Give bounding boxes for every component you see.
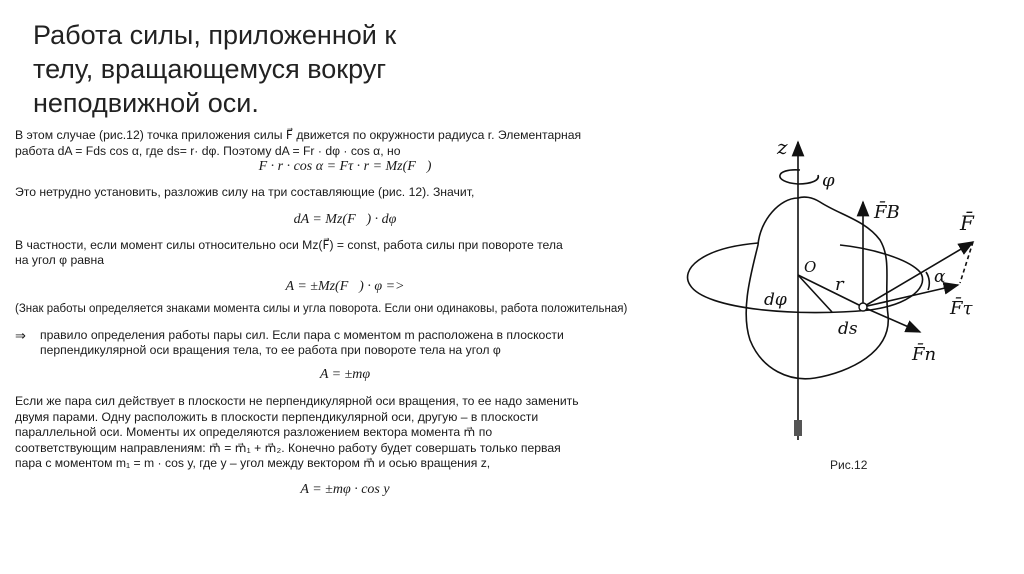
paragraph-4-line-3: параллельной оси. Моменты их определяются разложением вектора момента m⃗ по — [15, 425, 493, 439]
implies-arrow-icon: ⇒ — [15, 327, 26, 343]
dphi-line — [798, 275, 832, 312]
paragraph-4-line-5: пара с моментом m₁ = m · cos y, где y – угол между вектором m⃗ и осью вращения z, — [15, 456, 491, 470]
rotating-body-diagram — [680, 120, 1000, 450]
paragraph-4-line-2: двумя парами. Одну расположить в плоскости перпендикулярной оси, другую – в плоскости — [15, 409, 539, 424]
label-fb: F̄B — [874, 202, 900, 223]
paragraph-2: Это нетрудно установить, разложив силу на три составляющие (рис. 12). Значит, — [15, 184, 475, 199]
slide-body — [15, 128, 675, 497]
force-ftau-arrow — [863, 285, 958, 307]
bullet-line-1: правило определения работы пары сил. Если пара с моментом m расположена в плоскости — [40, 327, 564, 342]
paragraph-3-line-2: на угол φ равна — [15, 253, 105, 267]
slide-title: Работа силы, приложенной к телу, вращающемуся вокруг неподвижной оси. — [33, 20, 397, 118]
radius-line — [798, 275, 863, 307]
paragraph-4-line-4: соответствующим направлениям: m⃗ = m⃗₁ + m⃗₂. Конечно работу будет совершать только первая — [15, 440, 561, 455]
paragraph-4-line-1: Если же пара сил действует в плоскости не перпендикулярной оси вращения, то ее надо заменить — [15, 394, 579, 408]
label-o: O — [804, 258, 817, 276]
label-z: z — [777, 135, 788, 159]
equation-1: F · r · cos α = Fτ · r = Mz(F⃗) — [258, 159, 432, 174]
paragraph-1-line-1: В этом случае (рис.12) точка приложения силы F⃗ движется по окружности радиуса r. Элементарная — [15, 128, 582, 142]
bullet-line-2: перпендикулярной оси вращения тела, то ее работа при повороте тела на угол φ — [40, 343, 501, 357]
paragraph-1-line-2: работа dA = Fds cos α, где ds= r· dφ. Поэтому dA = Fr · dφ · cos α, но — [15, 143, 401, 158]
label-alpha: α — [934, 267, 946, 287]
sign-note: (Знак работы определяется знаками момента силы и угла поворота. Если они одинаковы, работа положительная) — [15, 303, 628, 315]
body-outline — [746, 197, 888, 379]
bullet-item — [15, 328, 675, 359]
label-ftau: F̄τ — [950, 298, 973, 319]
label-ds: ds — [838, 319, 858, 339]
equation-2: dA = Mz(F⃗) · dφ — [293, 212, 397, 227]
label-dphi: dφ — [764, 290, 787, 310]
label-phi: φ — [822, 170, 835, 191]
rotation-arrow — [780, 170, 818, 184]
figure-caption: Рис.12 — [830, 458, 868, 472]
force-fn-arrow — [863, 307, 920, 332]
paragraph-3-line-1: В частности, если момент силы относительно оси Mz(F⃗) = const, работа силы при повороте тела — [15, 237, 563, 252]
equation-4: A = ±mφ — [319, 366, 371, 382]
equation-3: A = ±Mz(F⃗) · φ => — [285, 278, 405, 294]
label-fn: F̄n — [912, 344, 937, 365]
equation-5: A = ±mφ · cos y — [300, 481, 390, 497]
label-r: r — [835, 274, 844, 295]
label-f: F̄ — [960, 211, 974, 235]
